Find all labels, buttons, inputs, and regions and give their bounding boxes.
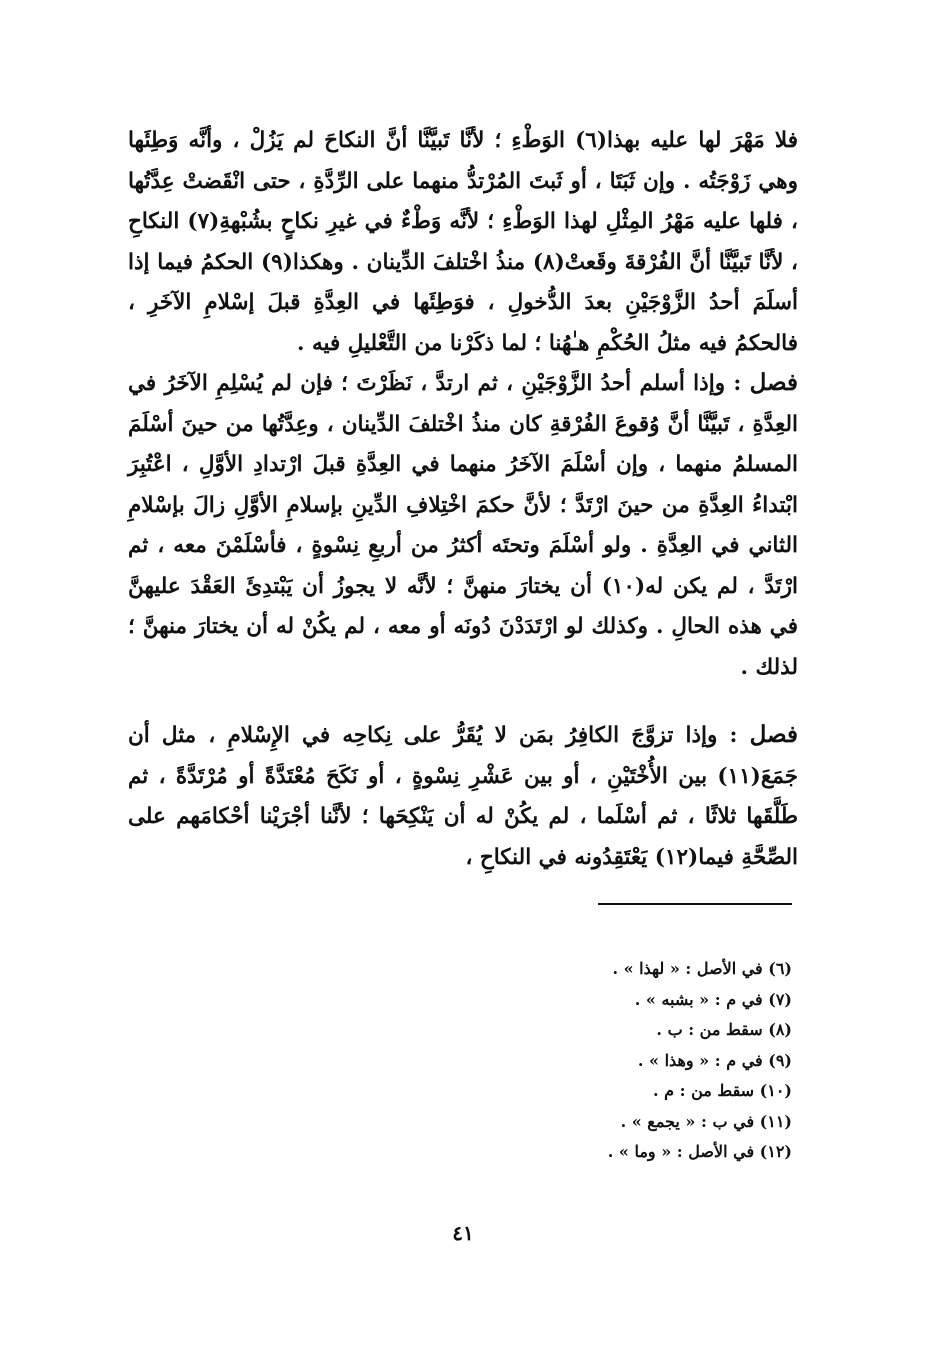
footnote-10: (١٠) سقط من : م . (652, 1081, 792, 1100)
body-paragraph-2 (128, 363, 798, 688)
body-paragraph-3 (128, 715, 798, 878)
footnote-8: (٨) سقط من : ب . (656, 1020, 792, 1039)
footnote-7: (٧) في م : « بشبه » . (634, 989, 792, 1009)
footnote-6: (٦) في الأصل : « لهذا » . (612, 959, 792, 978)
page-number: ٤١ (452, 1221, 474, 1245)
paragraph-1-text: فلا مَهْرَ لها عليه بهذا(٦) الوَطْءِ ؛ لأنَّا تَبيَّنَّا أنَّ النكاحَ لم يَزُلْ ، وأنَّه وَطِئَها وهي زَوْجَتُه . وإن ثَبَتَا ، أو ثَبتَ المُرْتدُّ منهما على الرِّدَّةِ ، حتى انْقَضتْ عِدَّتُها ، فلها عليه مَهْرُ المِثْلِ لهذا الوَطْءِ ؛ لأنَّه وَطْءٌ في غيرِ نكاحٍ بشُبْهةِ(٧) النكاحِ ، لأنَّا تَبيَّنَّا أنَّ الفُرْقةَ وقَعتْ(٨) منذُ اخْتلفَ الدِّينان . وهكذا(٩) الحكمُ فيما إذا أسلَمَ أحدُ الزَّوْجَيْنِ بعدَ الدُّخولِ ، فوَطِئَها في العِدَّةِ قبلَ إسْلامِ الآخَرِ ، فالحكمُ فيه مثلُ الحُكْمِ هـٰهُنا ؛ لما ذكَرْنا من التَّعْليلِ فيه . (128, 128, 798, 356)
paragraph-2-lead: فصل (749, 369, 798, 396)
body-paragraph-1 (128, 120, 798, 364)
footnote-separator (598, 903, 792, 905)
footnotes-list (432, 954, 792, 1168)
footnote-11: (١١) في ب : « يجمع » . (620, 1111, 792, 1131)
paragraph-3-text: : وإذا تزوَّجَ الكافِرُ بمَن لا يُقَرُّ على نِكاحِه في الإِسْلامِ ، مثل أن جَمَعَ(١١) بين الأُخْتَيْنِ ، أو بين عَشْرِ نِسْوةٍ ، أو نَكَحَ مُعْتَدَّةً أو مُرْتَدَّةً ، ثم طَلَّقَها ثلاثًا ، ثم أسْلَما ، لم يكُنْ له أن يَنْكِحَها ؛ لأنَّنا أجْرَيْنا أحْكامَهم على الصِّحَّةِ فيما(١٢) يَعْتَقِدُونه في النكاحِ ، (128, 723, 798, 870)
footnote-12: (١٢) في الأصل : « وما » . (607, 1142, 792, 1161)
paragraph-2-text: : وإذا أسلم أحدُ الزَّوْجَيْنِ ، ثم ارتدَّ ، نَظَرْتَ ؛ فإن لم يُسْلِمِ الآخَرُ في العِدَّةِ ، تَبيَّنَّا أنَّ وُقوعَ الفُرْقةِ كان منذُ اخْتلفَ الدِّينان ، وعِدَّتُها من حينَ أسْلَمَ المسلمُ منهما ، وإن أسْلَمَ الآخَرُ منهما في العِدَّةِ قبلَ ارْتدادِ الأوَّلِ ، اعْتُبِرَ ابْتداءُ العِدَّةِ من حينَ ارْتَدَّ ؛ لأنَّ حكمَ اخْتِلافِ الدِّينِ بإسلامِ الأوَّلِ زالَ بإسْلامِ الثاني في العِدَّةِ . ولو أسْلَمَ وتحتَه أكثرُ من أربعِ نِسْوةٍ ، فأسْلَمْنَ معه ، ثم ارْتَدَّ ، لم يكن له(١٠) أن يختارَ منهنَّ ؛ لأنَّه لا يجوزُ أن يَبْتدِئَ العَقْدَ عليهنَّ في هذه الحالِ . وكذلك لو ارْتَدَدْنَ دُونَه أو معه ، لم يكُنْ له أن يختارَ منهنَّ ؛ لذلك . (128, 371, 798, 680)
paragraph-3-lead: فصل (749, 721, 798, 748)
footnote-9: (٩) في م : « وهذا » . (637, 1050, 792, 1070)
